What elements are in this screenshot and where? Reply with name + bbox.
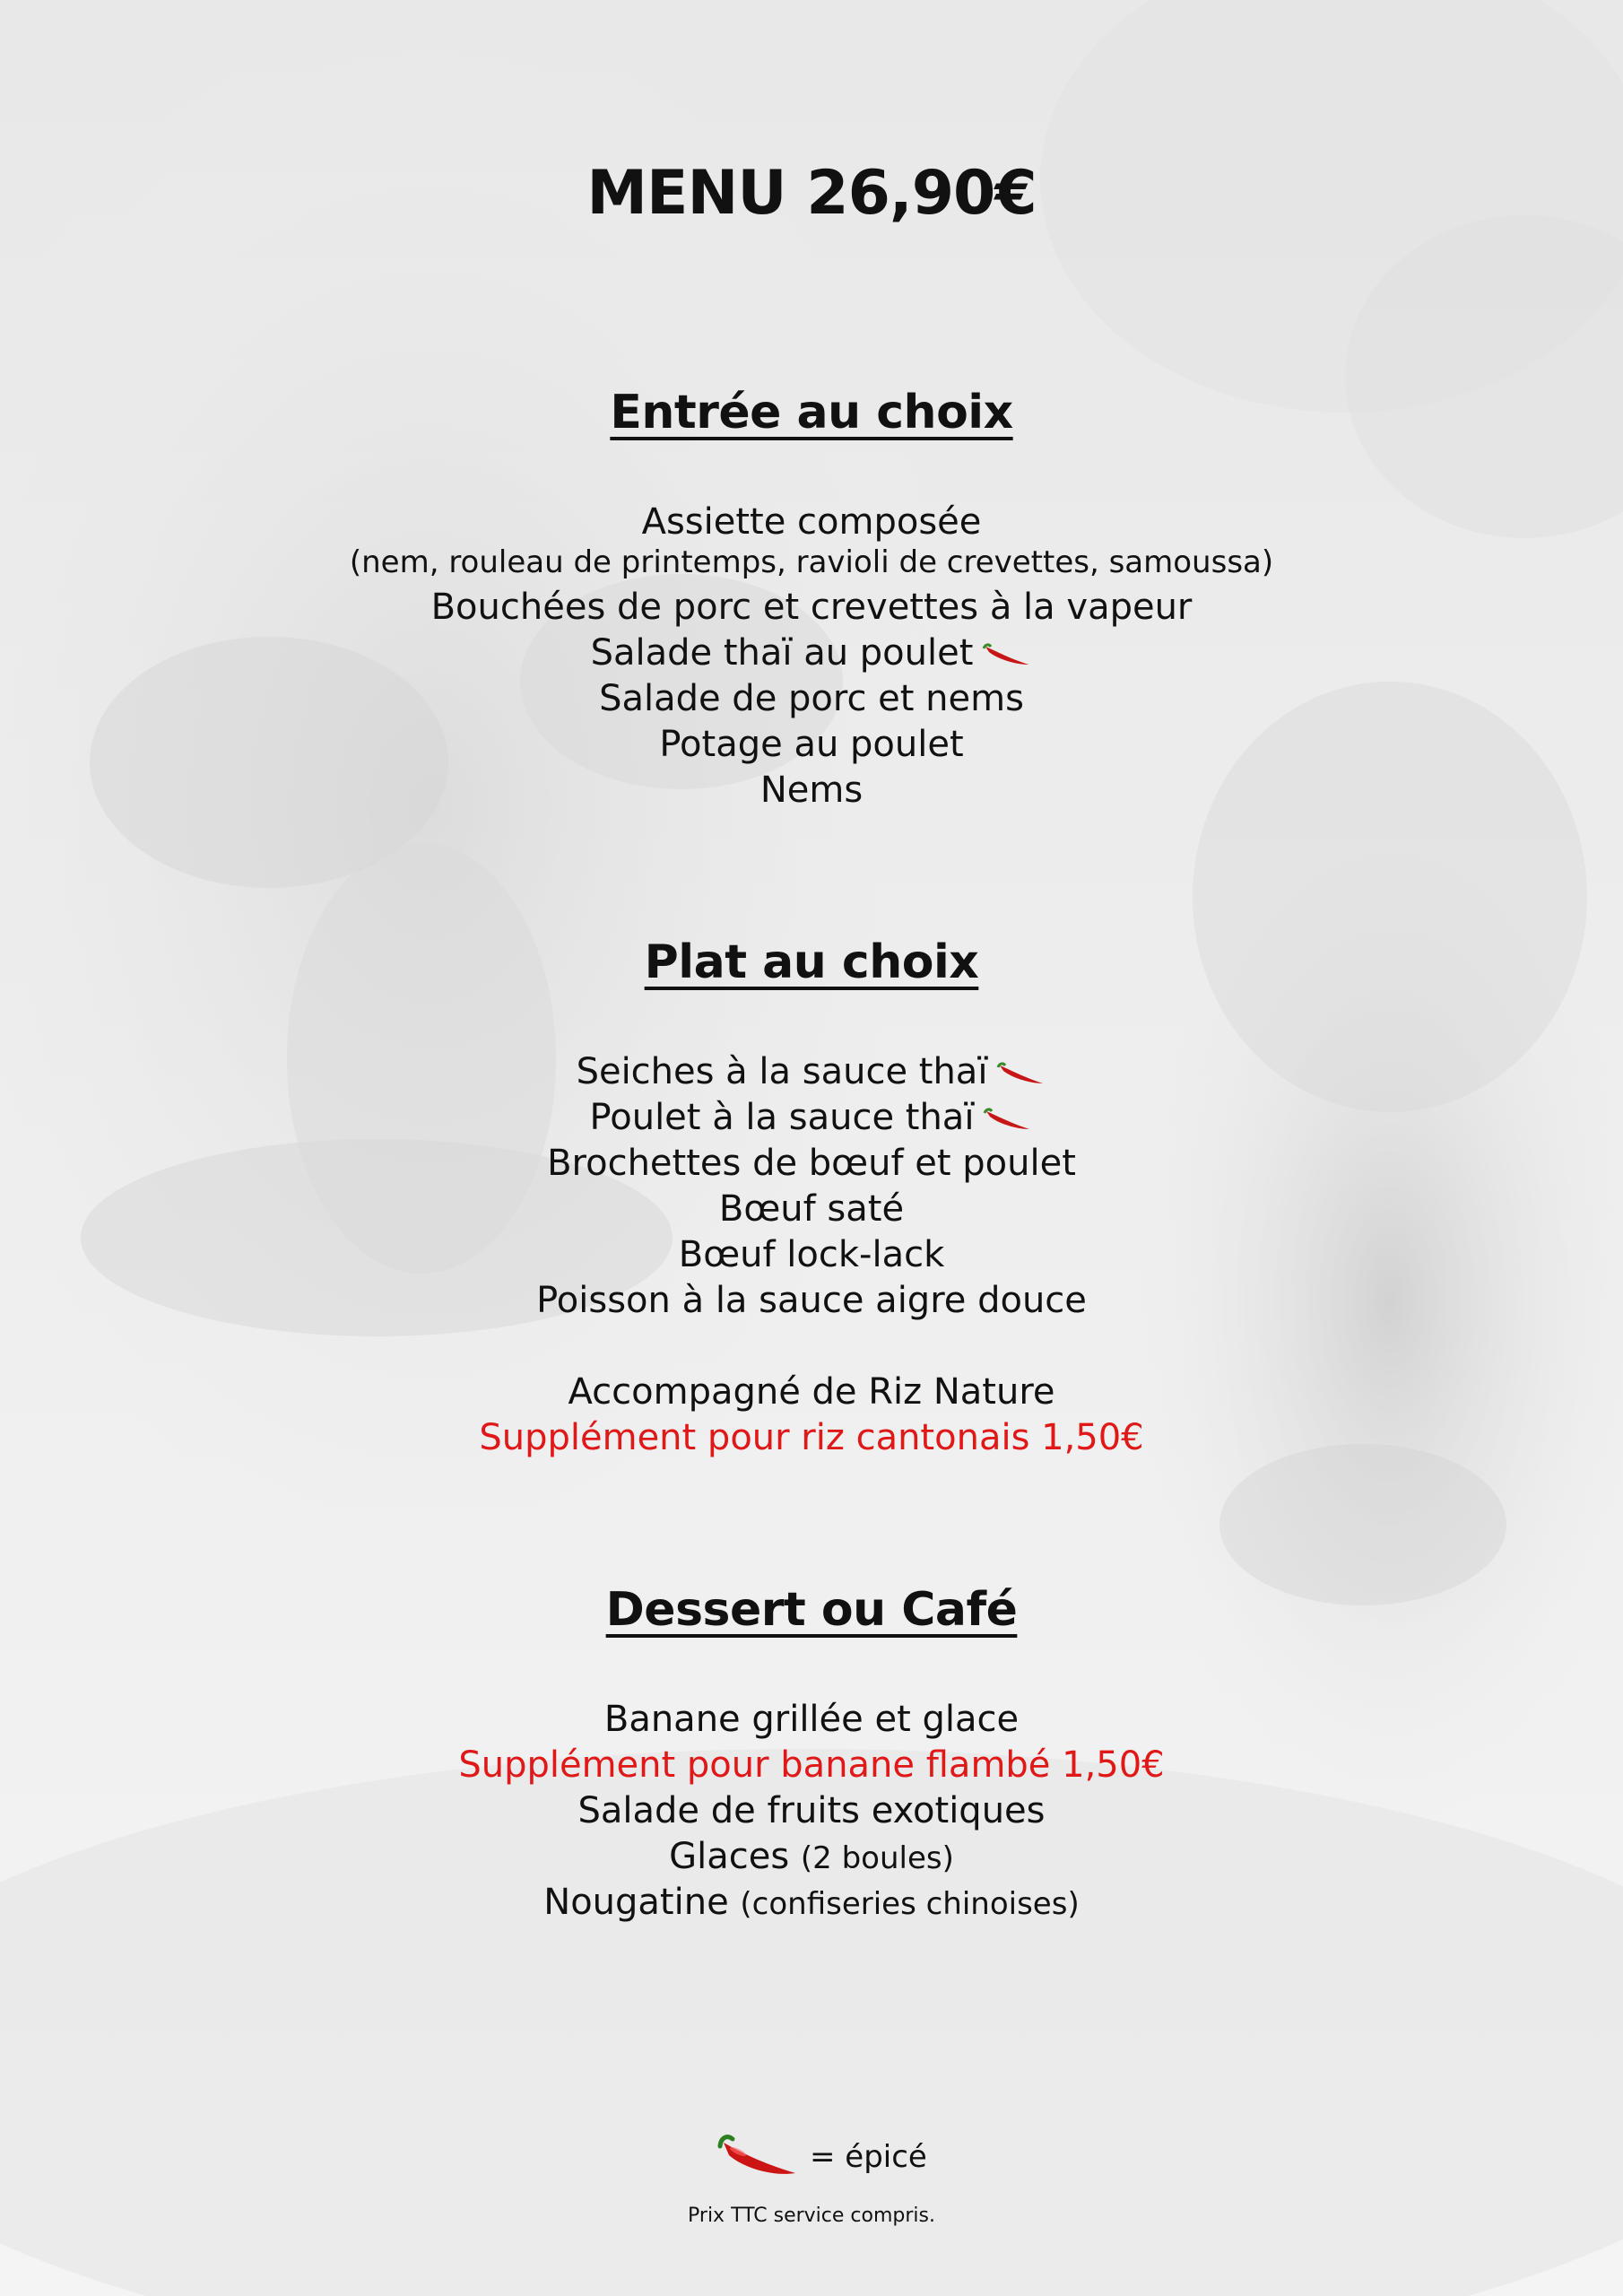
dessert-item-nougatine-note: (confiseries chinoises) xyxy=(740,1886,1080,1922)
plat-item-brochettes: Brochettes de bœuf et poulet xyxy=(547,1143,1076,1184)
plat-supplement: Supplément pour riz cantonais 1,50€ xyxy=(479,1417,1144,1458)
footer-note: Prix TTC service compris. xyxy=(688,2205,935,2227)
plat-item-poisson: Poisson à la sauce aigre douce xyxy=(536,1280,1087,1321)
dessert-item-nougatine xyxy=(0,1880,1623,1926)
entree-item-bouchees: Bouchées de porc et crevettes à la vapeur xyxy=(430,587,1193,628)
menu-title: MENU 26,90€ xyxy=(586,158,1037,229)
plat-accompaniment: Accompagné de Riz Nature xyxy=(568,1371,1055,1413)
spicy-legend-text: = épicé xyxy=(810,2139,927,2175)
section-title-dessert: Dessert ou Café xyxy=(605,1583,1018,1637)
plat-item-seiches xyxy=(0,1049,1623,1095)
entree-item-salade-porc: Salade de porc et nems xyxy=(599,678,1024,719)
plat-item-boeuf-sate: Bœuf saté xyxy=(718,1188,905,1230)
entree-item-salade-thai xyxy=(0,631,1623,676)
dessert-item-glaces-note: (2 boules) xyxy=(800,1840,954,1876)
section-title-entree: Entrée au choix xyxy=(610,386,1013,439)
dessert-item-glaces xyxy=(0,1834,1623,1880)
dessert-item-banane: Banane grillée et glace xyxy=(603,1699,1020,1740)
dessert-supplement: Supplément pour banane flambé 1,50€ xyxy=(458,1744,1165,1786)
plat-item-poulet xyxy=(0,1095,1623,1141)
section-title-plat: Plat au choix xyxy=(644,935,979,989)
entree-item-potage: Potage au poulet xyxy=(659,724,964,765)
entree-item-assiette: Assiette composée xyxy=(641,501,982,543)
plat-item-poulet-label: Poulet à la sauce thaï xyxy=(589,1097,975,1138)
chili-pepper-icon xyxy=(982,641,1032,668)
entree-item-salade-thai-label: Salade thaï au poulet xyxy=(590,632,974,674)
chili-pepper-icon xyxy=(983,1106,1033,1133)
dessert-item-nougatine-label: Nougatine xyxy=(543,1882,729,1923)
spicy-legend xyxy=(713,2126,927,2188)
plat-item-boeuf-lock-lack: Bœuf lock-lack xyxy=(678,1234,945,1275)
chili-pepper-icon xyxy=(996,1060,1046,1087)
entree-item-assiette-detail: (nem, rouleau de printemps, ravioli de crevettes, samoussa) xyxy=(349,544,1274,580)
dessert-item-glaces-label: Glaces xyxy=(669,1836,790,1877)
chili-pepper-icon xyxy=(713,2130,799,2184)
plat-item-seiches-label: Seiches à la sauce thaï xyxy=(576,1051,988,1092)
dessert-item-salade-fruits: Salade de fruits exotiques xyxy=(577,1790,1046,1831)
entree-item-nems: Nems xyxy=(759,770,864,811)
